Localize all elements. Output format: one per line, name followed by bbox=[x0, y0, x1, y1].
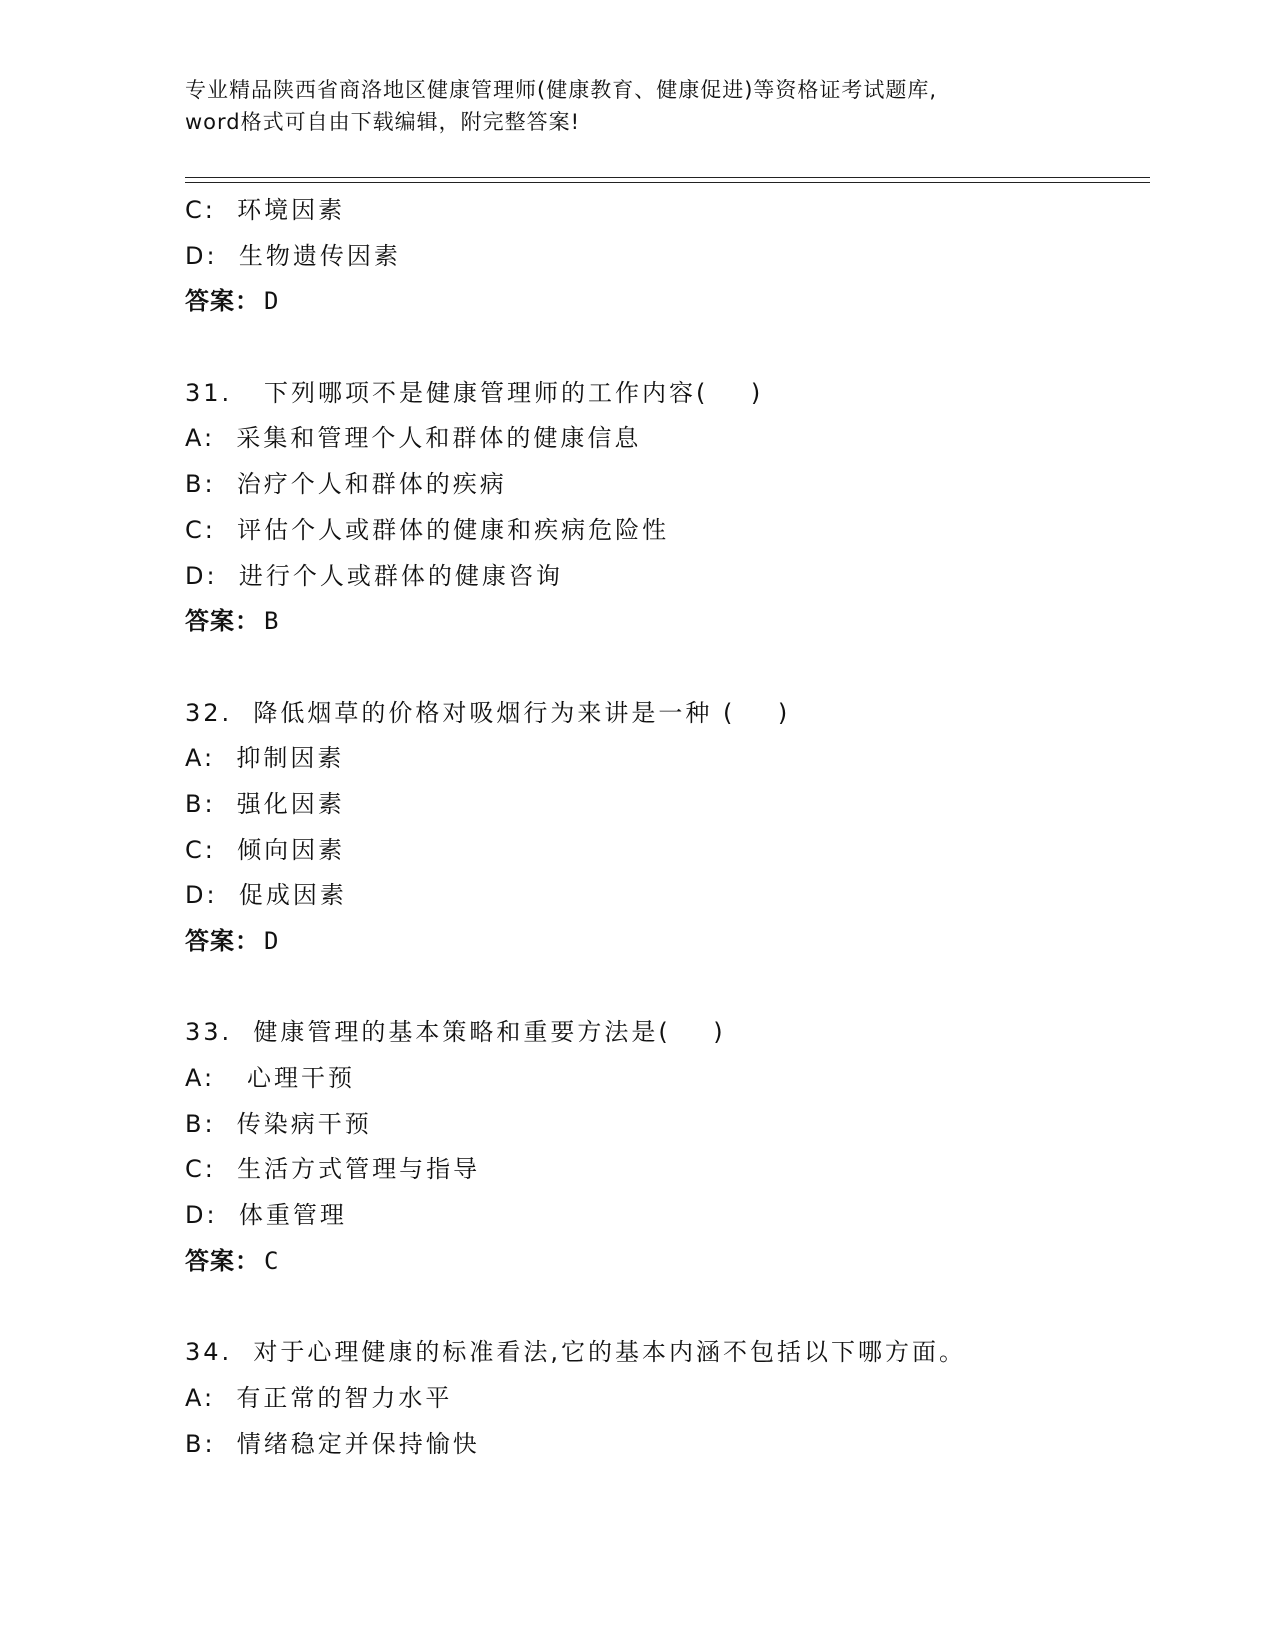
option-b: B: 强化因素 bbox=[185, 789, 345, 818]
option-b: B: 情绪稳定并保持愉快 bbox=[185, 1429, 480, 1458]
option-d: D: 生物遗传因素 bbox=[185, 241, 401, 270]
question-31 bbox=[185, 371, 1145, 645]
question-stem: 33. 健康管理的基本策略和重要方法是( ) bbox=[185, 1018, 726, 1047]
option-d: D: 体重管理 bbox=[185, 1201, 347, 1230]
answer-value: B bbox=[264, 607, 280, 636]
option-a: A: 采集和管理个人和群体的健康信息 bbox=[185, 424, 642, 453]
option-c: C: 评估个人或群体的健康和疾病危险性 bbox=[185, 515, 670, 544]
option-c: C: 环境因素 bbox=[185, 196, 346, 224]
answer-line bbox=[185, 279, 1145, 325]
question-33 bbox=[185, 1010, 1145, 1284]
answer-line bbox=[185, 919, 1145, 965]
spacer bbox=[185, 965, 1145, 1011]
header-title-line-2: word格式可自由下载编辑，附完整答案! bbox=[185, 110, 581, 134]
option-d: D: 进行个人或群体的健康咨询 bbox=[185, 561, 563, 590]
question-stem: 31. 下列哪项不是健康管理师的工作内容( ) bbox=[185, 378, 764, 407]
option-a: A: 有正常的智力水平 bbox=[185, 1383, 453, 1412]
answer-value: D bbox=[264, 927, 280, 955]
answer-label: 答案： bbox=[185, 1246, 260, 1275]
option-b: B: 治疗个人和群体的疾病 bbox=[185, 470, 507, 499]
option-a: A: 心理干预 bbox=[185, 1064, 355, 1093]
option-b: B: 传染病干预 bbox=[185, 1109, 372, 1138]
question-34 bbox=[185, 1330, 1145, 1467]
question-stem: 34. 对于心理健康的标准看法,它的基本内涵不包括以下哪方面。 bbox=[185, 1338, 967, 1367]
spacer bbox=[185, 325, 1145, 371]
question-stem: 32. 降低烟草的价格对吸烟行为来讲是一种 ( ) bbox=[185, 698, 791, 727]
question-fragment bbox=[185, 188, 1145, 325]
header-title-line-1: 专业精品陕西省商洛地区健康管理师(健康教育、健康促进)等资格证考试题库, bbox=[185, 78, 938, 102]
answer-label: 答案： bbox=[185, 287, 260, 316]
document-header bbox=[185, 74, 1085, 138]
header-divider-bottom bbox=[185, 182, 1150, 183]
question-list bbox=[185, 188, 1145, 1467]
answer-value: D bbox=[264, 287, 280, 316]
option-a: A: 抑制因素 bbox=[185, 744, 345, 773]
answer-label: 答案： bbox=[185, 607, 260, 636]
header-divider-top bbox=[185, 177, 1150, 178]
answer-line bbox=[185, 1239, 1145, 1285]
spacer bbox=[185, 645, 1145, 691]
question-32 bbox=[185, 691, 1145, 965]
spacer bbox=[185, 1285, 1145, 1331]
answer-value: C bbox=[264, 1246, 280, 1275]
option-c: C: 倾向因素 bbox=[185, 835, 346, 864]
option-d: D: 促成因素 bbox=[185, 881, 347, 910]
answer-line bbox=[185, 599, 1145, 645]
option-c: C: 生活方式管理与指导 bbox=[185, 1155, 481, 1184]
answer-label: 答案： bbox=[185, 927, 260, 955]
